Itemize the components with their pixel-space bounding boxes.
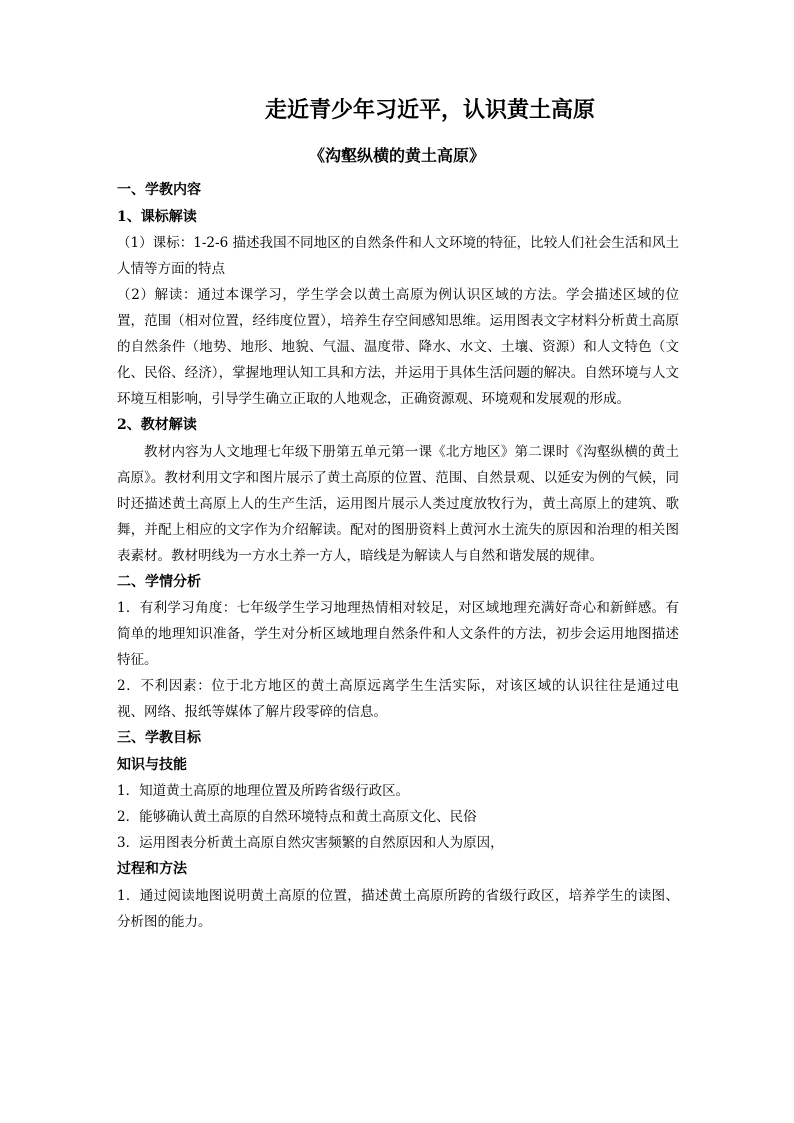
section-heading: 一、学教内容 xyxy=(117,182,201,198)
section-heading: 三、学教目标 xyxy=(117,730,201,746)
subsection-heading: 过程和方法 xyxy=(117,861,187,877)
document-body xyxy=(117,177,679,935)
document-subtitle: 《沟壑纵横的黄土高原》 xyxy=(308,146,485,165)
paragraph: （2）解读：通过本课学习，学生学会以黄土高原为例认识区域的方法。学会描述区域的位置，范围（相对位置，经纬度位置），培养生存空间感知思维。运用图表文字材料分析黄土高原的自然条件（地势、地形、地貌、气温、温度带、降水、水文、土壤、资源）和人文特色（文化、民俗、经济），掌握地理认知工具和方法，并运用于具体生活问题的解决。自然环境与人文环境互相影响，引导学生确立正取的人地观念，正确资源观、环境观和发展观的形成。 xyxy=(117,287,679,407)
list-item: 2．能够确认黄土高原的自然环境特点和黄土高原文化、民俗 xyxy=(117,809,477,825)
paragraph: 教材内容为人文地理七年级下册第五单元第一课《北方地区》第二课时《沟壑纵横的黄土高原》。教材利用文字和图片展示了黄土高原的位置、范围、自然景观、以延安为例的气候，同时还描述黄土高原上人的生产生活，运用图片展示人类过度放牧行为，黄土高原上的建筑、歌舞，并配上相应的文字作为介绍解读。配对的图册资料上黄河水土流失的原因和治理的相关图表素材。教材明线为一方水土养一方人，暗线是为解读人与自然和谐发展的规律。 xyxy=(117,443,679,564)
paragraph: 1．有利学习角度：七年级学生学习地理热情相对较足，对区域地理充满好奇心和新鲜感。有简单的地理知识准备，学生对分析区域地理自然条件和人文条件的方法，初步会运用地图描述特征。 xyxy=(117,600,679,668)
document-title: 走近青少年习近平，认识黄土高原 xyxy=(264,97,595,123)
section-heading: 二、学情分析 xyxy=(117,573,201,590)
subsection-heading: 知识与技能 xyxy=(117,756,187,773)
list-item: 1．知道黄土高原的地理位置及所跨省级行政区。 xyxy=(117,783,410,799)
paragraph: 2．不利因素：位于北方地区的黄土高原远离学生生活实际，对该区域的认识往往是通过电视、网络、报纸等媒体了解片段零碎的信息。 xyxy=(117,678,679,720)
list-item: 3．运用图表分析黄土高原自然灾害频繁的自然原因和人为原因， xyxy=(117,835,504,851)
paragraph: （1）课标：1-2-6 描述我国不同地区的自然条件和人文环境的特征，比较人们社会生活和风土人情等方面的特点 xyxy=(117,235,679,277)
subsection-heading: 2、教材解读 xyxy=(117,417,197,433)
subsection-heading: 1、课标解读 xyxy=(117,208,197,225)
list-item: 1．通过阅读地图说明黄土高原的位置，描述黄土高原所跨的省级行政区，培养学生的读图、分析图的能力。 xyxy=(117,887,679,930)
